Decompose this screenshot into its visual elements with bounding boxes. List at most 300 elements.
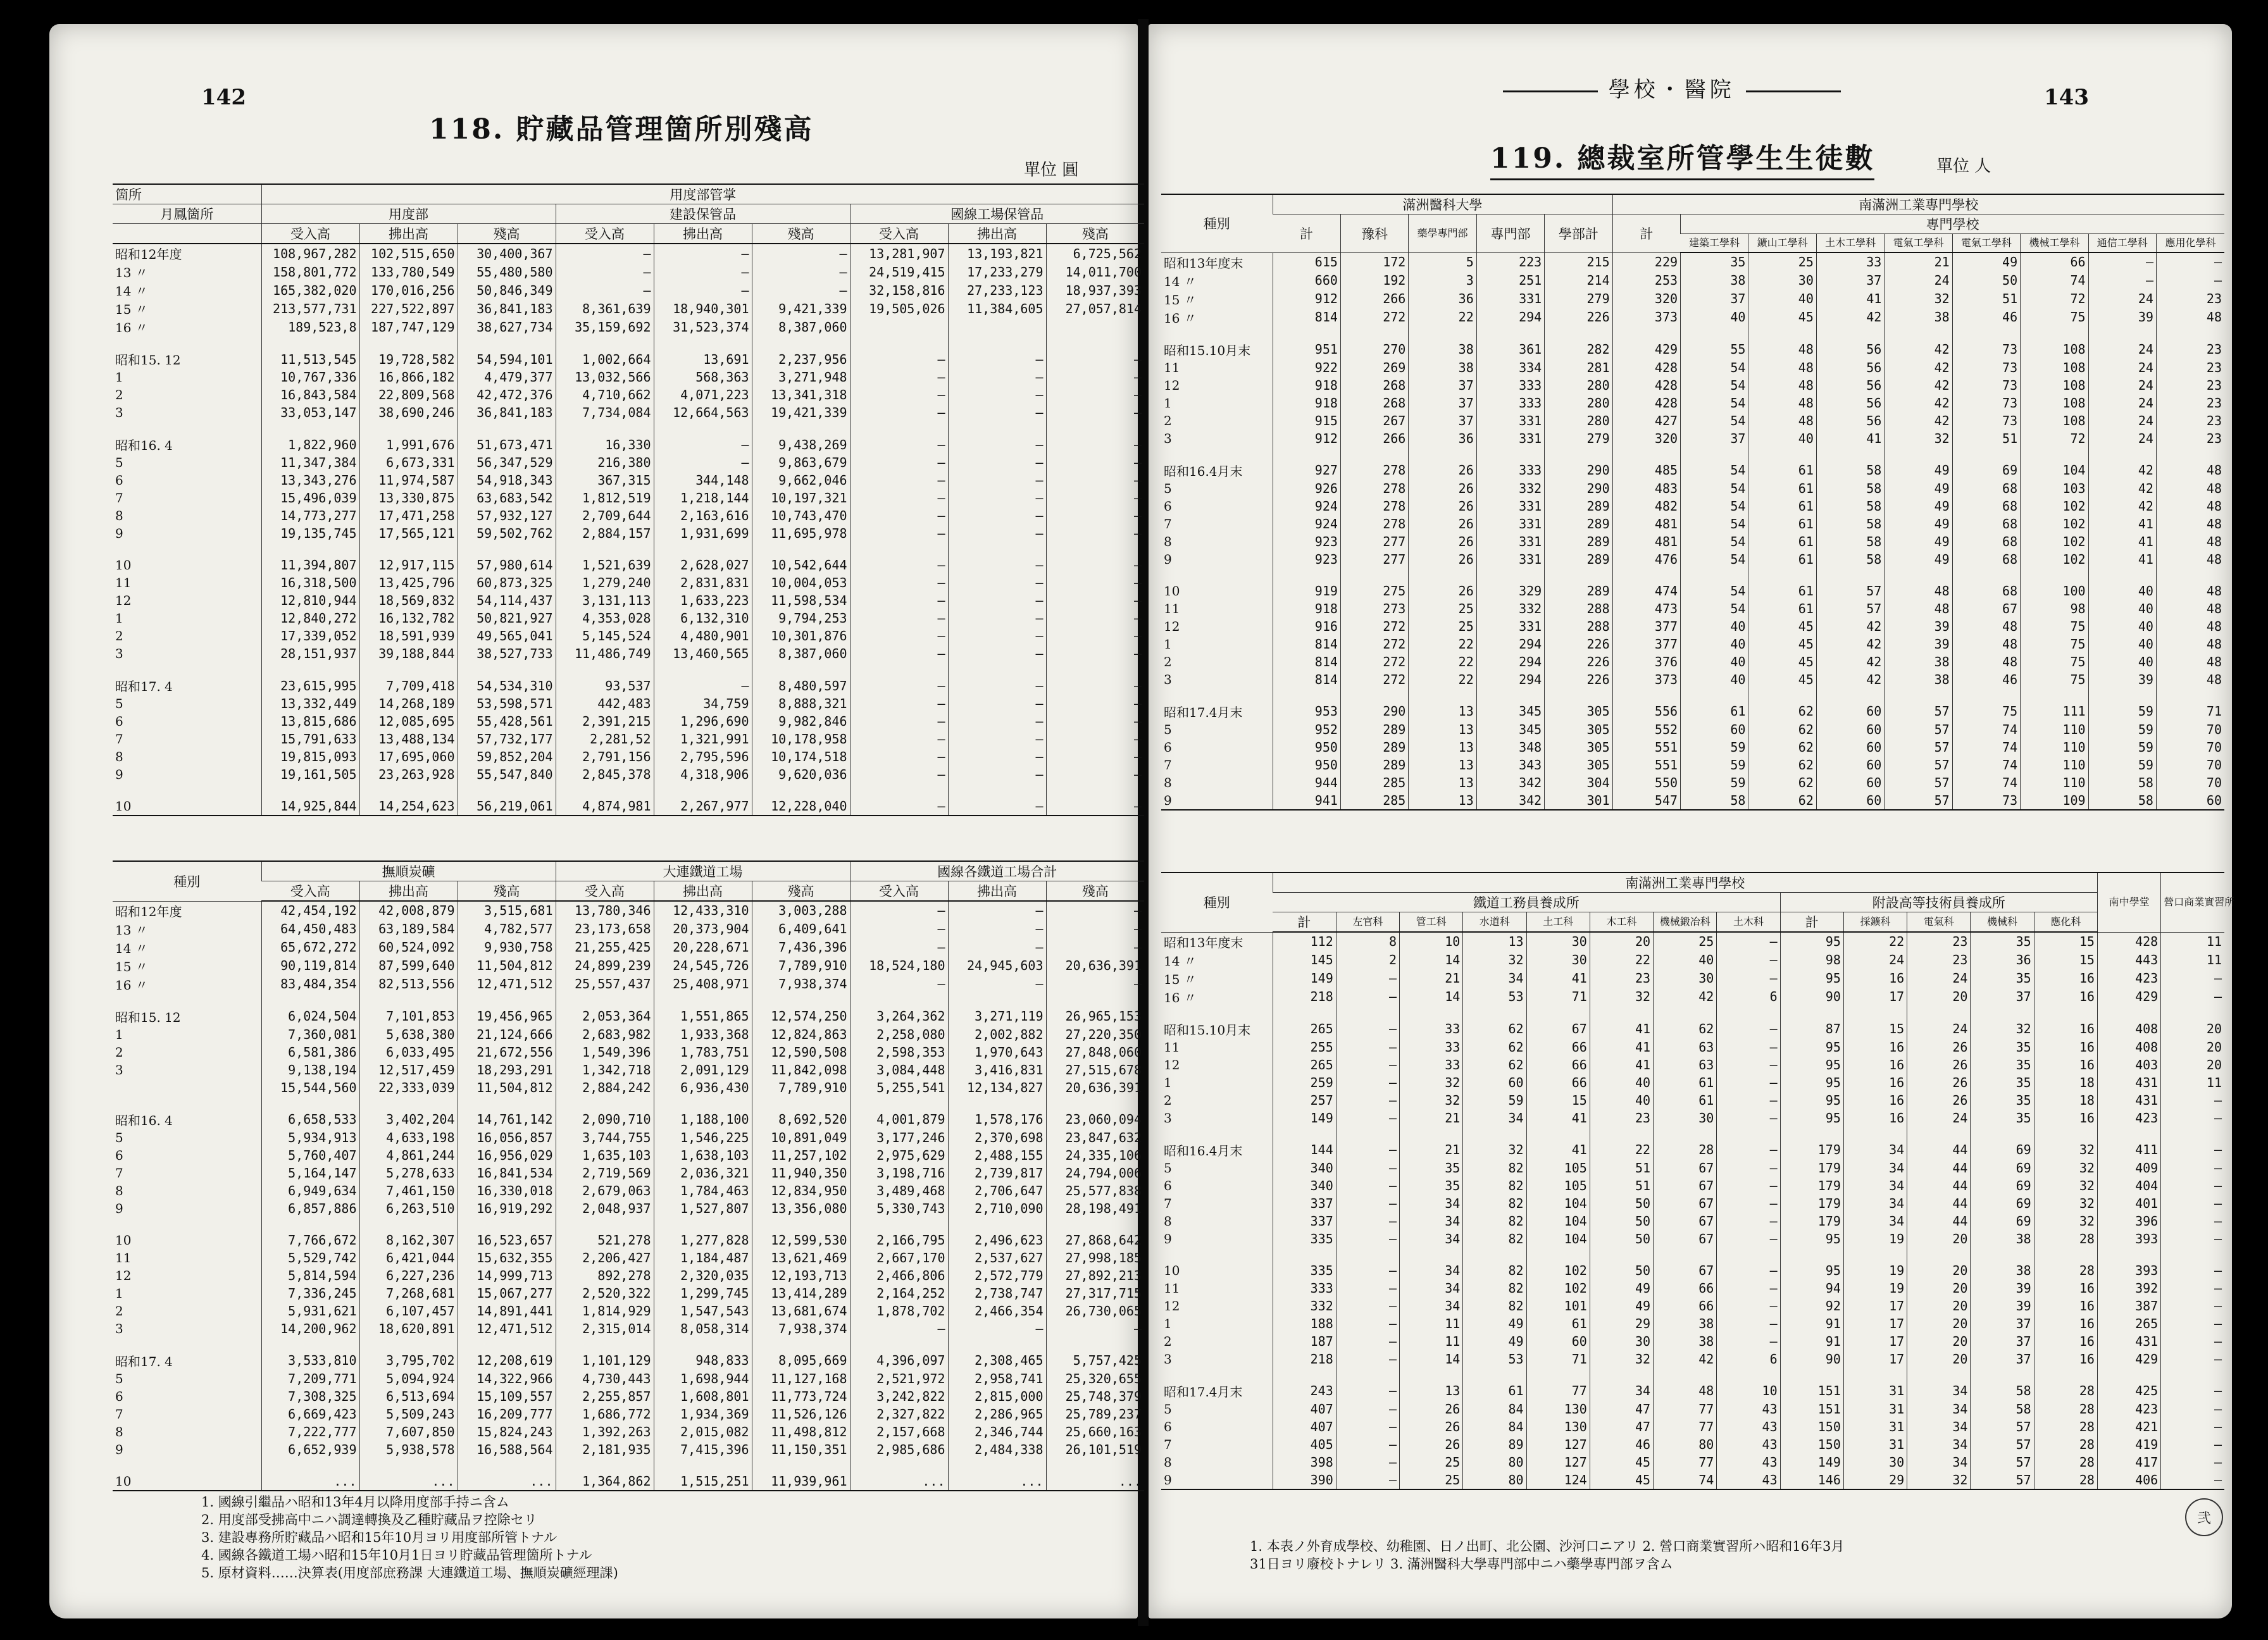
table-cell: 38 <box>1681 271 1748 290</box>
table-cell: 90,119,814 <box>261 957 359 975</box>
table-cell <box>1046 993 1144 1007</box>
col-header: 電氣工學科 <box>1952 234 2020 253</box>
table-cell: 54 <box>1681 412 1748 430</box>
table-cell <box>2088 326 2156 340</box>
table-cell: 6,263,510 <box>359 1200 458 1217</box>
row-label <box>113 993 261 1007</box>
table-cell: 62 <box>1748 702 1816 721</box>
table-cell: — <box>948 435 1046 454</box>
table-cell: 331 <box>1476 497 1544 515</box>
table-cell <box>654 1217 752 1231</box>
table-cell: 49,565,041 <box>458 627 556 645</box>
table-cell <box>2034 1127 2097 1141</box>
table-cell: 924 <box>1273 497 1340 515</box>
spacer-row <box>113 421 1144 435</box>
table-cell: 28 <box>2034 1262 2097 1279</box>
table-cell: — <box>948 975 1046 993</box>
table-cell: 16,843,584 <box>261 386 359 404</box>
table-cell: 7,461,150 <box>359 1182 458 1200</box>
table-cell: 278 <box>1340 461 1408 480</box>
table-cell <box>556 1458 654 1472</box>
table-cell: 144 <box>1273 1141 1336 1159</box>
table-cell: 56,219,061 <box>458 797 556 816</box>
table-row <box>1161 1212 2224 1230</box>
table-cell: — <box>1046 609 1144 627</box>
col-header: 殘高 <box>752 881 850 902</box>
table-cell: 37 <box>1681 290 1748 308</box>
table-cell <box>1545 326 1612 340</box>
table-cell <box>1952 447 2020 461</box>
row-label: 14 〃 <box>115 283 148 299</box>
table-cell <box>948 1217 1046 1231</box>
table-cell: 289 <box>1340 756 1408 774</box>
table-cell <box>1526 1248 1590 1262</box>
table-row <box>113 489 1144 507</box>
table-cell: — <box>850 695 948 712</box>
row-label: 10 <box>115 557 132 573</box>
table-cell: ... <box>261 1472 359 1491</box>
table-row <box>113 1129 1144 1146</box>
table-cell: — <box>654 281 752 299</box>
table-row <box>113 957 1144 975</box>
row-label: 2 <box>1164 1092 1172 1108</box>
table-cell: 71 <box>1526 988 1590 1006</box>
table-cell: 26 <box>1409 550 1476 568</box>
table-cell: 1,342,718 <box>556 1061 654 1079</box>
table-cell: 34 <box>1907 1418 1971 1436</box>
table-cell: 282 <box>1545 340 1612 359</box>
table-cell <box>458 421 556 435</box>
table-cell: 24 <box>1907 1020 1971 1038</box>
table-cell <box>2021 688 2088 702</box>
table-cell: 49 <box>1885 515 1952 533</box>
table-cell: 11 <box>2161 932 2224 951</box>
table-cell: 348 <box>1476 738 1544 756</box>
row-label: 5 <box>115 1129 123 1145</box>
table-cell: 2,346,744 <box>948 1423 1046 1441</box>
table-cell: 277 <box>1340 550 1408 568</box>
table-cell: 5,757,425 <box>1046 1351 1144 1370</box>
table-cell: — <box>948 938 1046 957</box>
table-cell: 14,254,623 <box>359 797 458 816</box>
table-cell: 12,590,508 <box>752 1043 850 1061</box>
table-cell: 24 <box>2088 359 2156 376</box>
table-row <box>113 1370 1144 1388</box>
table-row <box>1161 1109 2224 1127</box>
row-label: 昭和12年度 <box>115 904 182 919</box>
table-cell <box>850 1458 948 1472</box>
table-cell: 48 <box>1952 618 2020 635</box>
table-cell: 59 <box>2088 721 2156 738</box>
table-cell: 42 <box>1885 394 1952 412</box>
table-cell: 23 <box>2156 394 2224 412</box>
col-header: 殘高 <box>752 224 850 244</box>
table-row <box>1161 1382 2224 1400</box>
table-cell: 2,975,629 <box>850 1146 948 1164</box>
table-cell <box>2021 568 2088 582</box>
table-cell: 16 <box>1843 1038 1907 1056</box>
table-cell <box>1526 1368 1590 1382</box>
table-cell: 915 <box>1273 412 1340 430</box>
col-header: 機械科 <box>1971 912 2034 933</box>
table-cell: 320 <box>1612 430 1680 447</box>
table-cell: 23,847,632 <box>1046 1129 1144 1146</box>
table-cell <box>1046 1217 1144 1231</box>
table-cell: 21 <box>1400 1141 1463 1159</box>
table-cell: — <box>1717 969 1780 988</box>
table-cell: 55,547,840 <box>458 766 556 783</box>
table-row <box>1161 951 2224 969</box>
table-cell <box>1273 1127 1336 1141</box>
table-cell: 8,387,060 <box>752 645 850 662</box>
table-cell: 179 <box>1780 1212 1843 1230</box>
table-row <box>113 1079 1144 1096</box>
table-cell: 45 <box>1590 1453 1653 1471</box>
table-row <box>113 1182 1144 1200</box>
table-cell: 13,488,134 <box>359 730 458 748</box>
table-cell: 48 <box>1952 653 2020 671</box>
table-cell: 3,489,468 <box>850 1182 948 1200</box>
table-row <box>113 1061 1144 1079</box>
table-cell: 8,361,639 <box>556 299 654 318</box>
spacer-row <box>1161 1006 2224 1020</box>
row-label: 1 <box>1164 1074 1172 1090</box>
table-cell <box>1843 1006 1907 1020</box>
table-cell: 58 <box>1971 1382 2034 1400</box>
table-cell: 481 <box>1612 515 1680 533</box>
table-cell: — <box>850 404 948 421</box>
table-cell: 61 <box>1748 600 1816 618</box>
table-row <box>113 471 1144 489</box>
row-label: 7 <box>1164 1436 1172 1452</box>
table-cell: 9,982,846 <box>752 712 850 730</box>
table-cell <box>1971 1368 2034 1382</box>
table-cell: 48 <box>1748 376 1816 394</box>
table-cell: 30 <box>1843 1453 1907 1471</box>
table-cell: — <box>1717 1091 1780 1109</box>
table-cell: 15,791,633 <box>261 730 359 748</box>
row-label: 昭和15. 12 <box>115 352 181 368</box>
row-label: 8 <box>115 749 123 764</box>
table-cell: 50 <box>1952 271 2020 290</box>
table-cell: 2,845,378 <box>556 766 654 783</box>
table-cell: 165,382,020 <box>261 281 359 299</box>
table-cell: 41 <box>1590 1038 1653 1056</box>
table-cell: 61 <box>1748 582 1816 600</box>
table-cell: 37 <box>1971 1350 2034 1368</box>
table-cell: 404 <box>2097 1177 2160 1195</box>
table-cell: 54,594,101 <box>458 350 556 368</box>
table-row <box>1161 738 2224 756</box>
table-cell: 82,513,556 <box>359 975 458 993</box>
table-cell: 2,598,353 <box>850 1043 948 1061</box>
row-label: 1 <box>115 370 123 385</box>
table-cell: 32 <box>2034 1195 2097 1212</box>
table-cell: 55,480,580 <box>458 263 556 281</box>
table-cell: 84 <box>1463 1400 1526 1418</box>
table-cell: 62 <box>1463 1038 1526 1056</box>
table-cell: 95 <box>1780 1074 1843 1091</box>
table-cell: 12,810,944 <box>261 592 359 609</box>
table-cell <box>2097 1127 2160 1141</box>
table-cell: 27,317,715 <box>1046 1284 1144 1302</box>
table-row <box>113 299 1144 318</box>
table-cell: 69 <box>1971 1212 2034 1230</box>
table-cell <box>1885 568 1952 582</box>
table-cell: 269 <box>1340 359 1408 376</box>
table-row <box>1161 1436 2224 1453</box>
table-cell: 5,938,578 <box>359 1441 458 1458</box>
table-cell: 406 <box>2097 1471 2160 1489</box>
table-cell <box>1681 447 1748 461</box>
table-cell: 12,574,250 <box>752 1007 850 1026</box>
table-cell: 3,198,716 <box>850 1164 948 1182</box>
row-label: 11 <box>1164 600 1180 616</box>
table-cell <box>850 318 948 336</box>
row-label: 1 <box>1164 1315 1172 1331</box>
table-row <box>1161 1315 2224 1332</box>
table-cell: 6,024,504 <box>261 1007 359 1026</box>
table-cell: 46 <box>1590 1436 1653 1453</box>
table-cell <box>1336 1368 1399 1382</box>
table-cell <box>1590 1248 1653 1262</box>
table-cell: 34 <box>1400 1230 1463 1248</box>
table-cell <box>1340 447 1408 461</box>
row-label: 11 <box>1164 1039 1180 1055</box>
table-cell: 59 <box>2088 738 2156 756</box>
table-cell: 216,380 <box>556 454 654 471</box>
table-cell: — <box>1046 645 1144 662</box>
col-header: 受入高 <box>261 224 359 244</box>
table-row <box>113 695 1144 712</box>
table-cell: 61 <box>1748 497 1816 515</box>
table-cell: 288 <box>1545 618 1612 635</box>
table-cell: — <box>1336 1436 1399 1453</box>
table-cell: 94 <box>1780 1279 1843 1297</box>
table-cell: 109 <box>2021 792 2088 810</box>
table-cell: 13 <box>1409 756 1476 774</box>
spacer-row <box>113 662 1144 676</box>
table-cell: 30 <box>1526 932 1590 951</box>
table-cell: 1,931,699 <box>654 525 752 542</box>
table-cell: 108 <box>2021 376 2088 394</box>
row-label: 1 <box>1164 395 1172 411</box>
table-cell: 6,936,430 <box>654 1079 752 1096</box>
table-cell: — <box>850 712 948 730</box>
table-cell <box>654 783 752 797</box>
table-cell: 30 <box>1590 1332 1653 1350</box>
table-cell <box>2034 1368 2097 1382</box>
table-cell <box>359 993 458 1007</box>
row-label: 12 <box>115 1267 132 1283</box>
table-cell: 425 <box>2097 1382 2160 1400</box>
table-cell: — <box>2161 1159 2224 1177</box>
table-cell: 2,053,364 <box>556 1007 654 1026</box>
table-cell: 74 <box>1952 721 2020 738</box>
table-cell: 15,544,560 <box>261 1079 359 1096</box>
spacer-row <box>113 1096 1144 1110</box>
table-cell <box>261 783 359 797</box>
table-cell <box>752 993 850 1007</box>
table-row <box>1161 969 2224 988</box>
table-cell: 9,662,046 <box>752 471 850 489</box>
table-cell: 6,669,423 <box>261 1405 359 1423</box>
table-row <box>113 404 1144 421</box>
col-header: 建築工學科 <box>1681 234 1748 253</box>
corner-top: 箇所 <box>113 184 261 204</box>
table-cell: 223 <box>1476 252 1544 271</box>
table-cell: 34 <box>1400 1195 1463 1212</box>
table-cell: 12,834,950 <box>752 1182 850 1200</box>
table-cell: — <box>2161 1400 2224 1418</box>
table-row <box>1161 515 2224 533</box>
table-cell: 34 <box>1907 1400 1971 1418</box>
table-cell: 35 <box>1971 1038 2034 1056</box>
table-cell: 615 <box>1273 252 1340 271</box>
table-cell: 57 <box>1885 774 1952 792</box>
table-cell: 22 <box>1843 932 1907 951</box>
row-label: 11 <box>115 1250 132 1265</box>
table-cell: — <box>654 263 752 281</box>
group-top-header: 用度部管掌 <box>261 184 1144 204</box>
table-cell: 25,557,437 <box>556 975 654 993</box>
table-cell: 5,278,633 <box>359 1164 458 1182</box>
table-cell: 294 <box>1476 635 1544 653</box>
table-cell: 272 <box>1340 618 1408 635</box>
table-cell: 74 <box>1952 738 2020 756</box>
table-cell: 54,534,310 <box>458 676 556 695</box>
table-cell <box>261 1217 359 1231</box>
table-cell <box>1400 1006 1463 1020</box>
table-cell: 44 <box>1907 1159 1971 1177</box>
row-label <box>1161 568 1273 582</box>
table-cell: 49 <box>1590 1297 1653 1315</box>
table-cell: — <box>2161 1297 2224 1315</box>
table-row <box>113 712 1144 730</box>
table-cell: 919 <box>1273 582 1340 600</box>
table-cell: 73 <box>1952 412 2020 430</box>
table-cell: 417 <box>2097 1453 2160 1471</box>
table-cell: 10,178,958 <box>752 730 850 748</box>
table-cell: 43 <box>1717 1436 1780 1453</box>
table-cell: 3,242,822 <box>850 1388 948 1405</box>
table-cell: 20 <box>1907 1279 1971 1297</box>
table-cell: — <box>1046 901 1144 920</box>
table-cell: 54 <box>1681 582 1748 600</box>
table-cell: 34 <box>1590 1382 1653 1400</box>
table-cell: 42 <box>1885 412 1952 430</box>
table-row <box>113 975 1144 993</box>
table-cell: 272 <box>1340 653 1408 671</box>
table-cell: 32 <box>1400 1091 1463 1109</box>
table-cell: 43 <box>1717 1453 1780 1471</box>
table-cell: 12,471,512 <box>458 975 556 993</box>
table-row <box>1161 792 2224 810</box>
table-cell: 3,416,831 <box>948 1061 1046 1079</box>
table-cell: 38 <box>1654 1332 1717 1350</box>
page-title: 119. 總裁室所管學生生徒數 <box>1490 135 1874 180</box>
table-cell: 340 <box>1273 1159 1336 1177</box>
table-row <box>113 281 1144 299</box>
table-cell: 51 <box>1952 430 2020 447</box>
table-cell: 31 <box>1843 1382 1907 1400</box>
table-cell: 42 <box>1816 671 1884 688</box>
table-cell <box>261 662 359 676</box>
table-cell: 90 <box>1780 1350 1843 1368</box>
table-cell: 405 <box>1273 1436 1336 1453</box>
table-cell: 67 <box>1654 1230 1717 1248</box>
table-cell: — <box>850 350 948 368</box>
row-label: 5 <box>1164 1160 1172 1176</box>
table-cell <box>2097 1368 2160 1382</box>
table-cell: ... <box>1046 1472 1144 1491</box>
table-cell: 4,479,377 <box>458 368 556 386</box>
table-cell: 36 <box>1971 951 2034 969</box>
row-label: 3 <box>115 405 123 420</box>
table-cell: 43 <box>1717 1400 1780 1418</box>
table-cell: 56 <box>1816 394 1884 412</box>
table-cell: 41 <box>1526 1109 1590 1127</box>
table-cell: 58 <box>1816 461 1884 480</box>
table-cell <box>2156 326 2224 340</box>
table-cell: 18,524,180 <box>850 957 948 975</box>
table-cell: 2,466,354 <box>948 1302 1046 1320</box>
table-cell: 334 <box>1476 359 1544 376</box>
table-cell: 62 <box>1463 1056 1526 1074</box>
table-cell: 35 <box>1400 1177 1463 1195</box>
table-cell: 226 <box>1545 671 1612 688</box>
table-cell: 918 <box>1273 600 1340 618</box>
table-cell <box>948 662 1046 676</box>
table-row <box>1161 671 2224 688</box>
table-row <box>113 244 1144 263</box>
table-cell: 423 <box>2097 1400 2160 1418</box>
row-label: 6 <box>1164 1419 1172 1434</box>
table-cell: 31 <box>1843 1436 1907 1453</box>
col-header: 管工科 <box>1400 912 1463 933</box>
table-cell: 34 <box>1400 1212 1463 1230</box>
table-cell: 7,209,771 <box>261 1370 359 1388</box>
table-cell: 423 <box>2097 1109 2160 1127</box>
table-cell: 63,189,584 <box>359 920 458 938</box>
table-cell: 25 <box>1400 1453 1463 1471</box>
table-cell: 149 <box>1780 1453 1843 1471</box>
table-cell: 75 <box>2021 653 2088 671</box>
row-label: 6 <box>115 473 123 488</box>
table-cell: 23 <box>2156 290 2224 308</box>
table-cell: 37 <box>1971 1332 2034 1350</box>
row-label: 3 <box>1164 671 1172 687</box>
table-cell: 10,174,518 <box>752 748 850 766</box>
table-cell: 17,233,279 <box>948 263 1046 281</box>
table-cell: — <box>948 797 1046 816</box>
table-cell: 429 <box>1612 340 1680 359</box>
table-cell: 2,815,000 <box>948 1388 1046 1405</box>
table-cell: 80 <box>1463 1471 1526 1489</box>
table-cell: 60,524,092 <box>359 938 458 957</box>
col-header: 計 <box>1273 912 1336 933</box>
table-cell: — <box>948 471 1046 489</box>
table-cell: 95 <box>1780 1230 1843 1248</box>
table-cell: 187 <box>1273 1332 1336 1350</box>
table-cell: 102 <box>1526 1279 1590 1297</box>
table-cell: 42,454,192 <box>261 901 359 920</box>
table-cell: 251 <box>1476 271 1544 290</box>
table-cell: 30 <box>1654 969 1717 988</box>
table-cell: 11,598,534 <box>752 592 850 609</box>
table-cell <box>948 1096 1046 1110</box>
row-label: 6 <box>1164 739 1172 755</box>
